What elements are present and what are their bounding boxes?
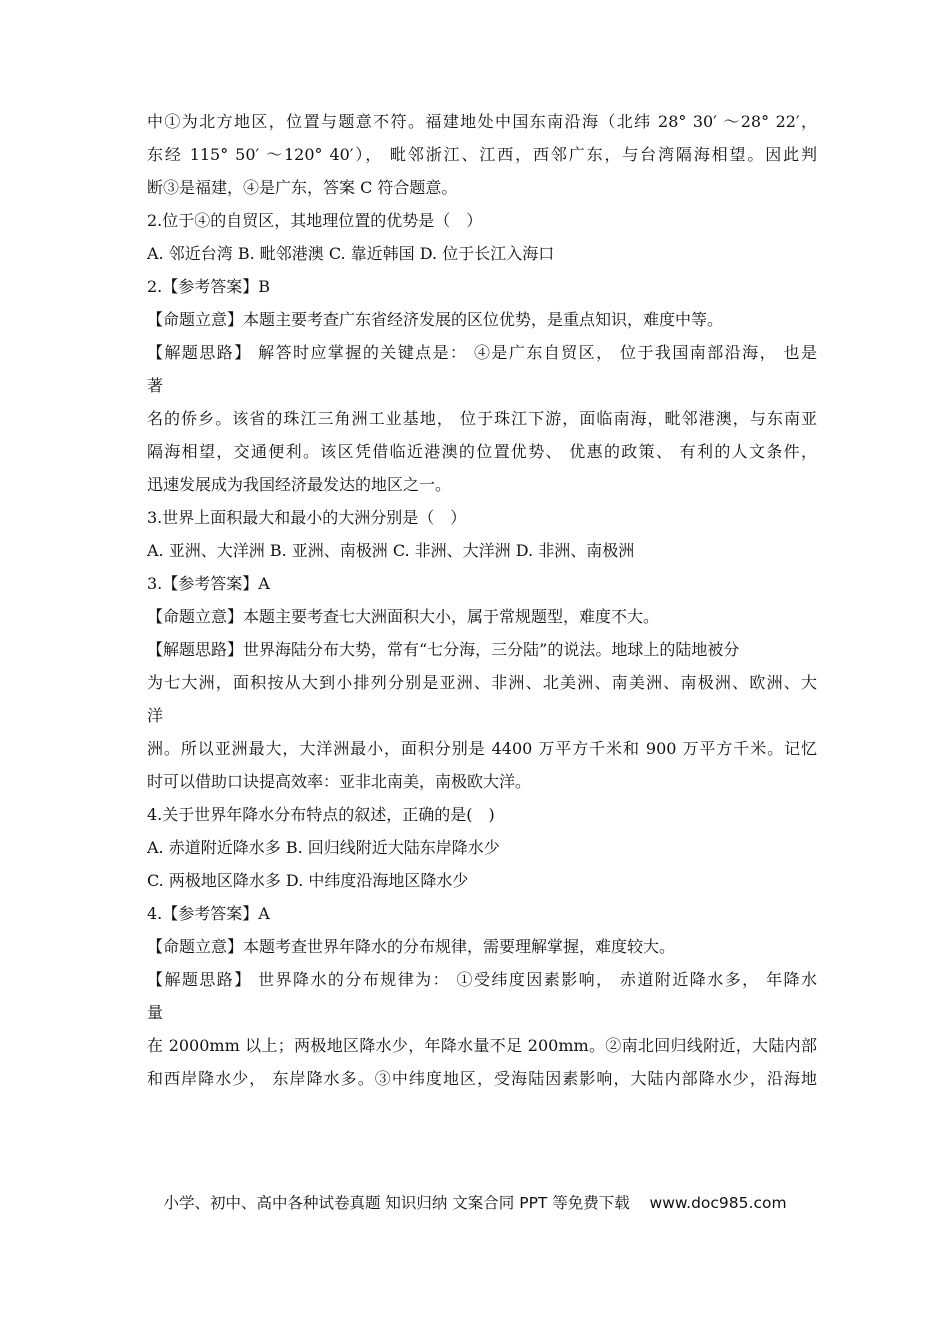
text-line: 在 2000mm 以上；两极地区降水少，年降水量不足 200mm。②南北回归线附近，大陆内部 bbox=[147, 1036, 817, 1055]
text-line: 2.位于④的自贸区，其地理位置的优势是（ ） bbox=[147, 211, 483, 230]
text-line: A. 邻近台湾 B. 毗邻港澳 C. 靠近韩国 D. 位于长江入海口 bbox=[147, 244, 555, 263]
text-line: 【解题思路】 世界降水的分布规律为： ①受纬度因素影响， 赤道附近降水多， 年降水 bbox=[147, 970, 817, 989]
text-line: 著 bbox=[147, 376, 164, 395]
page-footer bbox=[0, 1193, 950, 1213]
footer-site-link[interactable]: www.doc985.com bbox=[649, 1194, 787, 1212]
text-line: A. 赤道附近降水多 B. 回归线附近大陆东岸降水少 bbox=[147, 838, 500, 857]
text-line: 量 bbox=[147, 1003, 164, 1022]
text-line: 洲。所以亚洲最大，大洋洲最小，面积分别是 4400 万平方千米和 900 万平方千米。记忆 bbox=[147, 739, 817, 758]
text-line: 【解题思路】 解答时应掌握的关键点是： ④是广东自贸区， 位于我国南部沿海， 也是 bbox=[147, 343, 817, 362]
body-text bbox=[147, 112, 817, 1102]
text-line: C. 两极地区降水多 D. 中纬度沿海地区降水少 bbox=[147, 871, 469, 890]
text-line: 和西岸降水少， 东岸降水多。③中纬度地区，受海陆因素影响，大陆内部降水少，沿海地 bbox=[147, 1069, 817, 1088]
text-line: 中①为北方地区，位置与题意不符。福建地处中国东南沿海（北纬 28° 30′ ～28° 22′， bbox=[147, 112, 817, 131]
text-line: 3.【参考答案】A bbox=[147, 574, 270, 593]
text-line: 隔海相望，交通便利。该区凭借临近港澳的位置优势、 优惠的政策、 有利的人文条件， bbox=[147, 442, 817, 461]
text-line: 洋 bbox=[147, 706, 164, 725]
text-line: 为七大洲，面积按从大到小排列分别是亚洲、非洲、北美洲、南美洲、南极洲、欧洲、大 bbox=[147, 673, 817, 692]
text-line: 名的侨乡。该省的珠江三角洲工业基地， 位于珠江下游，面临南海，毗邻港澳，与东南亚 bbox=[147, 409, 817, 428]
text-line: 东经 115° 50′ ～120° 40′）， 毗邻浙江、江西，西邻广东，与台湾隔海相望。因此判 bbox=[147, 145, 817, 164]
text-line: 2.【参考答案】B bbox=[147, 277, 271, 296]
text-line: 【命题立意】本题考查世界年降水的分布规律，需要理解掌握，难度较大。 bbox=[147, 937, 676, 956]
text-line: 3.世界上面积最大和最小的大洲分别是（ ） bbox=[147, 508, 467, 527]
text-line: A. 亚洲、大洋洲 B. 亚洲、南极洲 C. 非洲、大洋洲 D. 非洲、南极洲 bbox=[147, 541, 635, 560]
text-line: 4.【参考答案】A bbox=[147, 904, 270, 923]
text-line: 断③是福建，④是广东，答案 C 符合题意。 bbox=[147, 178, 458, 197]
text-line: 【命题立意】本题主要考查广东省经济发展的区位优势，是重点知识，难度中等。 bbox=[147, 310, 724, 329]
text-line: 迅速发展成为我国经济最发达的地区之一。 bbox=[147, 475, 452, 494]
footer-text: 小学、初中、高中各种试卷真题 知识归纳 文案合同 PPT 等免费下载 bbox=[163, 1194, 630, 1212]
text-line: 4.关于世界年降水分布特点的叙述，正确的是( ) bbox=[147, 805, 495, 824]
text-line: 时可以借助口诀提高效率：亚非北南美，南极欧大洋。 bbox=[147, 772, 532, 791]
text-line: 【命题立意】本题主要考查七大洲面积大小，属于常规题型，难度不大。 bbox=[147, 607, 660, 626]
text-line: 【解题思路】世界海陆分布大势，常有“七分海，三分陆”的说法。地球上的陆地被分 bbox=[147, 640, 740, 659]
